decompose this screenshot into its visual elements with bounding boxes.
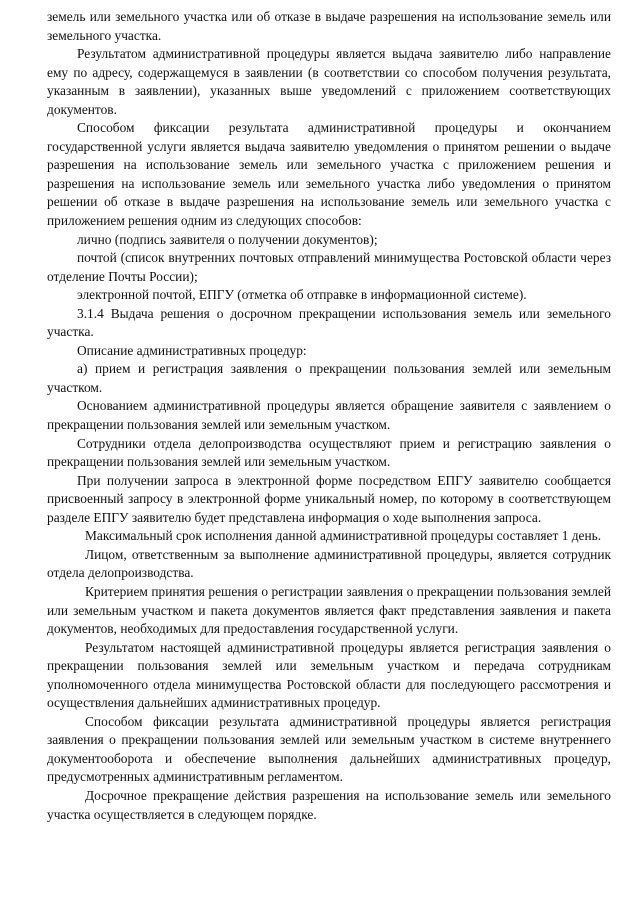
paragraph-early-termination: Досрочное прекращение действия разрешения на использование земель или земельного участка осуществляется в следующем порядке. (47, 787, 611, 822)
paragraph-result-fixation: Способом фиксации результата административной процедуры является регистрация заявления о прекращении пользования землей или земельным участком в системе внутреннего документооборота и обеспечение выполнения дальнейших административных процедур, предусмотренных административным регламентом. (47, 713, 611, 785)
paragraph-max-duration: Максимальный срок исполнения данной административной процедуры составляет 1 день. (85, 528, 602, 544)
section-heading-3-1-4: 3.1.4 Выдача решения о досрочном прекращении использования земель или земельного участка. (47, 305, 611, 340)
paragraph-procedures-description: Описание административных процедур: (77, 342, 307, 358)
paragraph-electronic-request: При получении запроса в электронной форме посредством ЕПГУ заявителю сообщается присвоенный запросу в электронной форме уникальный номер, по которому в соответствующем разделе ЕПГУ заявителю будет представлена информация о ходе выполнения запроса. (47, 472, 611, 525)
paragraph-registration-staff: Сотрудники отдела делопроизводства осуществляют прием и регистрацию заявления о прекращении пользования землей или земельным участком. (47, 435, 611, 470)
paragraph-procedure-result: Результатом настоящей административной процедуры является регистрация заявления о прекращении пользования землей или земельным участком и передача сотрудникам уполномоченного отдела минимущества Ростовской области для последующего рассмотрения и осуществления дальнейших административных процедур. (47, 639, 611, 711)
paragraph-continuation: земель или земельного участка или об отказе в выдаче разрешения на использование земель или земельного участка. (47, 9, 611, 43)
list-item-by-mail: почтой (список внутренних почтовых отправлений минимущества Ростовской области через отделение Почты России); (47, 250, 611, 284)
list-item-email-epgu: электронной почтой, ЕПГУ (отметка об отправке в информационной системе). (77, 287, 527, 303)
list-item-in-person: лично (подпись заявителя о получении документов); (77, 231, 378, 247)
paragraph-fixation-method: Способом фиксации результата административной процедуры и окончанием государственной услуги является выдача заявителю уведомления о принятом решении о выдаче разрешения на использование земель или земельного участка с приложением решения и разрешения на использование земель или земельного участка либо уведомления о принятом решении об отказе в выдаче разрешения на использование земель или земельного участка с приложением решения одним из следующих способов: (47, 120, 611, 229)
paragraph-responsible-person: Лицом, ответственным за выполнение административной процедуры, является сотрудник отдела делопроизводства. (47, 546, 611, 581)
paragraph-item-a: а) прием и регистрация заявления о прекращении пользования землей или земельным участком. (47, 361, 611, 395)
paragraph-decision-criterion: Критерием принятия решения о регистрации заявления о прекращении пользования землей или земельным участком и пакета документов является факт представления заявления и пакета документов, необходимых для предоставления государственной услуги. (47, 583, 611, 637)
document-page (47, 8, 611, 824)
paragraph-result-delivery: Результатом административной процедуры является выдача заявителю либо направление ему по адресу, содержащемуся в заявлении (в соответствии со способом получения результата, указанным в заявлении), указанных выше уведомлений с приложением соответствующих документов. (47, 46, 611, 117)
paragraph-basis: Основанием административной процедуры является обращение заявителя с заявлением о прекращении пользования землей или земельным участком. (47, 398, 611, 433)
